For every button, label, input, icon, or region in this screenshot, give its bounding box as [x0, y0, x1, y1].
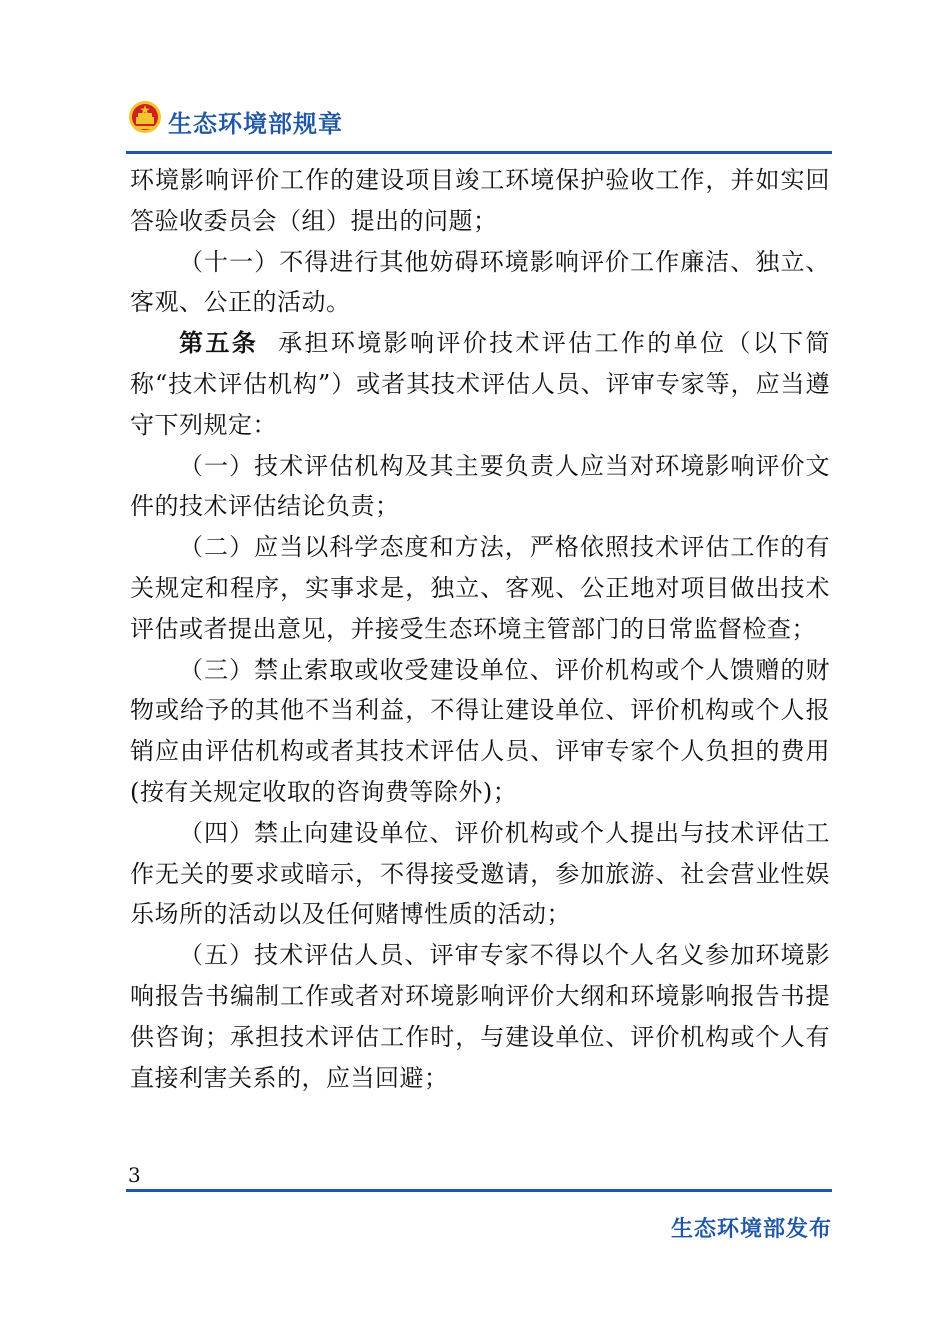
header-divider	[126, 151, 832, 154]
paragraph-item-3: （三）禁止索取或收受建设单位、评价机构或个人馈赠的财物或给予的其他不当利益，不得让建设单位、评价机构或个人报销应由评估机构或者其技术评估人员、评审专家个人负担的费用(按有关规定收取的咨询费等除外)；	[130, 655, 830, 806]
page-header	[126, 96, 832, 146]
paragraph-item-1: （一）技术评估机构及其主要负责人应当对环境影响评价文件的技术评估结论负责；	[130, 451, 830, 521]
page-number: 3	[128, 1163, 141, 1187]
national-emblem-icon	[128, 100, 162, 134]
footer-publisher: 生态环境部发布	[670, 1217, 832, 1242]
document-body	[130, 160, 830, 1098]
article-text: 承担环境影响评价技术评估工作的单位（以下简称“技术评估机构”）或者其技术评估人员、评审专家等，应当遵守下列规定：	[130, 329, 830, 439]
paragraph-continuation: 环境影响评价工作的建设项目竣工环境保护验收工作，并如实回答验收委员会（组）提出的问题；	[130, 166, 830, 235]
paragraph-item-11: （十一）不得进行其他妨碍环境影响评价工作廉洁、独立、客观、公正的活动。	[130, 247, 830, 317]
footer-divider	[126, 1189, 832, 1192]
paragraph-item-5: （五）技术评估人员、评审专家不得以个人名义参加环境影响报告书编制工作或者对环境影响评价大纲和环境影响报告书提供咨询；承担技术评估工作时，与建设单位、评价机构或个人有直接利害关系的，应当回避；	[130, 941, 830, 1092]
paragraph-item-4: （四）禁止向建设单位、评价机构或个人提出与技术评估工作无关的要求或暗示，不得接受邀请，参加旅游、社会营业性娱乐场所的活动以及任何赌博性质的活动；	[130, 818, 830, 929]
paragraph-item-2: （二）应当以科学态度和方法，严格依照技术评估工作的有关规定和程序，实事求是，独立、客观、公正地对项目做出技术评估或者提出意见，并接受生态环境主管部门的日常监督检查；	[130, 533, 830, 643]
header-title: 生态环境部规章	[168, 110, 343, 138]
paragraph-article-5	[130, 323, 830, 445]
article-label: 第五条	[179, 329, 259, 358]
